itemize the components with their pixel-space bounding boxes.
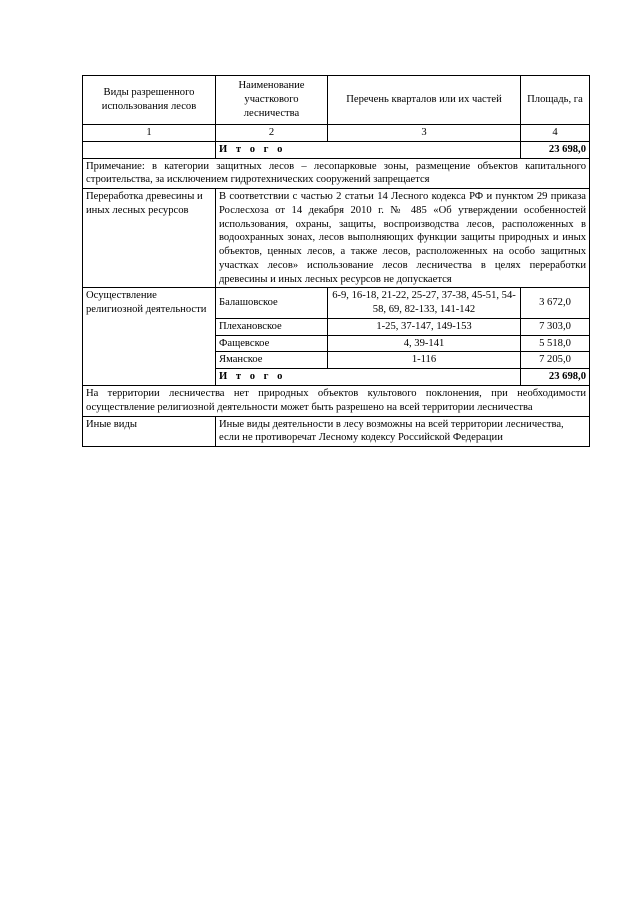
processing-row: [83, 189, 590, 288]
note-row: [83, 158, 590, 189]
area-value: 3 672,0: [521, 288, 590, 319]
total-value: 23 698,0: [521, 141, 590, 158]
area-value: 7 205,0: [521, 352, 590, 369]
area-value: 5 518,0: [521, 335, 590, 352]
total-row: [83, 141, 590, 158]
quarters-list: 4, 39-141: [328, 335, 521, 352]
empty-cell: [83, 141, 216, 158]
religious-row: [83, 288, 590, 319]
column-number-row: [83, 125, 590, 142]
total-label: И т о г о: [216, 141, 521, 158]
religious-label: Осуществление религиозной деятельности: [83, 288, 216, 386]
header-use-type: Виды разрешенного использования лесов: [83, 76, 216, 125]
processing-text: В соответствии с частью 2 статьи 14 Лесного кодекса РФ и пунктом 29 приказа Рослесхоза от 14 декабря 2010 г. № 485 «Об утверждении особенностей использования, охраны, защиты, воспроизводства лесов, расположенных в водоохранных зонах, лесов выполняющих функции защиты природных и иных объектов, ценных лесов, а также лесов, расположенных на особо защитных участках лесов» использование лесов лесничества в целях переработки древесины и иных лесных ресурсов не допускается: [216, 189, 590, 288]
other-text: Иные виды деятельности в лесу возможны на всей территории лесничества, если не противоречат Лесному кодексу Российской Федерации: [216, 416, 590, 447]
column-number: 3: [328, 125, 521, 142]
processing-label: Переработка древесины и иных лесных ресурсов: [83, 189, 216, 288]
note-text: Примечание: в категории защитных лесов – лесопарковые зоны, размещение объектов капитального строительства, за исключением гидротехнических сооружений запрещается: [83, 158, 590, 189]
area-value: 7 303,0: [521, 318, 590, 335]
other-row: [83, 416, 590, 447]
column-number: 4: [521, 125, 590, 142]
total-label: И т о г о: [216, 369, 521, 386]
column-number: 1: [83, 125, 216, 142]
total-value: 23 698,0: [521, 369, 590, 386]
forestry-name: Яманское: [216, 352, 328, 369]
other-label: Иные виды: [83, 416, 216, 447]
forestry-name: Балашовское: [216, 288, 328, 319]
quarters-list: 6-9, 16-18, 21-22, 25-27, 37-38, 45-51, 54-58, 69, 82-133, 141-142: [328, 288, 521, 319]
header-forestry-name: Наименование участкового лесничества: [216, 76, 328, 125]
column-number: 2: [216, 125, 328, 142]
header-area: Площадь, га: [521, 76, 590, 125]
quarters-list: 1-116: [328, 352, 521, 369]
table-header-row: [83, 76, 590, 125]
note-row: [83, 386, 590, 417]
forestry-name: Плехановское: [216, 318, 328, 335]
header-quarters: Перечень кварталов или их частей: [328, 76, 521, 125]
forestry-name: Фащевское: [216, 335, 328, 352]
quarters-list: 1-25, 37-147, 149-153: [328, 318, 521, 335]
forest-use-table: [82, 75, 590, 447]
note-text: На территории лесничества нет природных объектов культового поклонения, при необходимости осуществление религиозной деятельности может быть разрешено на всей территории лесничества: [83, 386, 590, 417]
